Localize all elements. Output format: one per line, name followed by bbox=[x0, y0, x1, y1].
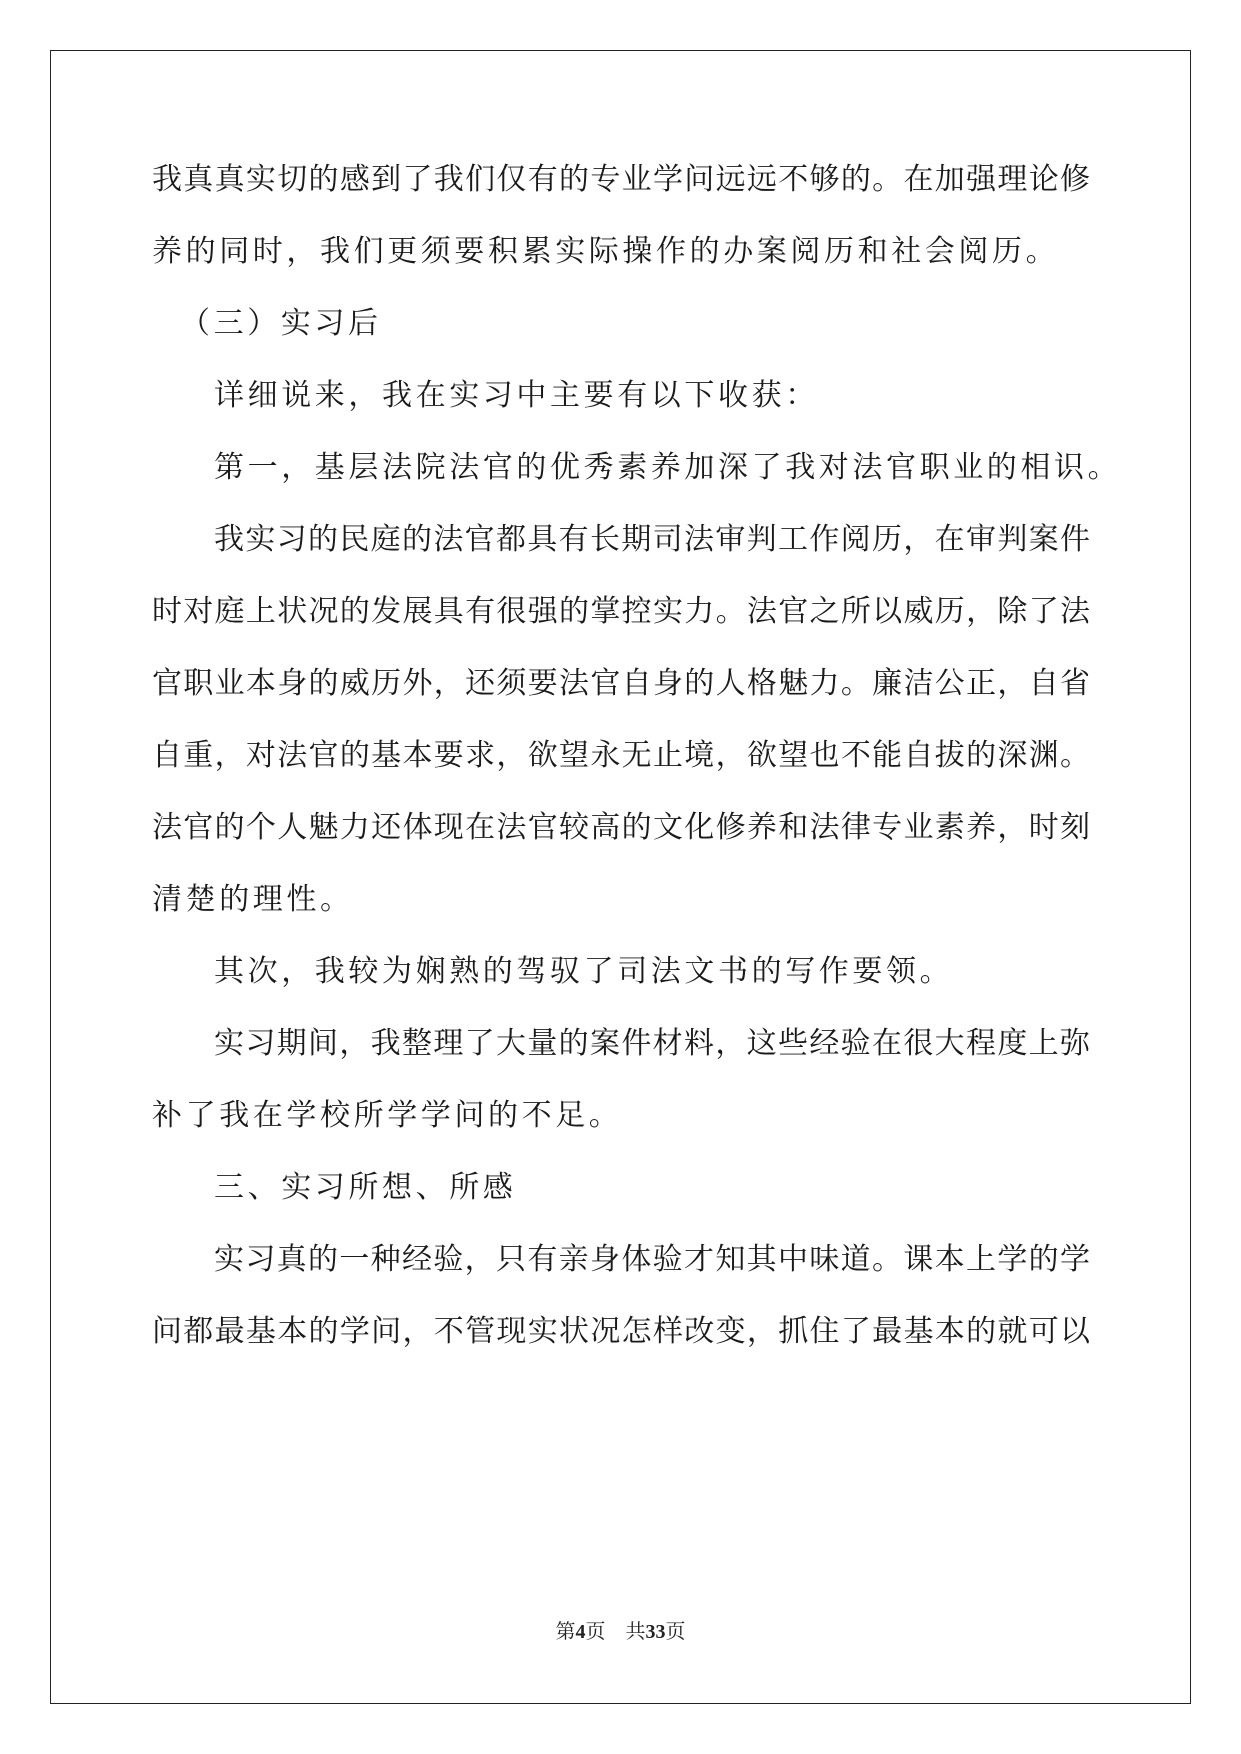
page-footer bbox=[0, 1615, 1241, 1644]
text-line: 详细说来，我在实习中主要有以下收获： bbox=[214, 378, 819, 413]
total-pages: 33 bbox=[645, 1621, 666, 1643]
text-line: 自重，对法官的基本要求，欲望永无止境，欲望也不能自拔的深渊。 bbox=[152, 738, 1090, 773]
section-heading: 三、实习所想、所感 bbox=[214, 1170, 517, 1205]
text-line: 实习期间，我整理了大量的案件材料，这些经验在很大程度上弥 bbox=[214, 1026, 1090, 1061]
footer-middle: 页 共 bbox=[585, 1621, 646, 1643]
text-line: 问都最基本的学问，不管现实状况怎样改变，抓住了最基本的就可以 bbox=[152, 1314, 1090, 1349]
text-line: 时对庭上状况的发展具有很强的掌控实力。法官之所以威历，除了法 bbox=[152, 594, 1090, 629]
footer-prefix: 第 bbox=[555, 1621, 576, 1643]
text-line: 实习真的一种经验，只有亲身体验才知其中味道。课本上学的学 bbox=[214, 1242, 1090, 1277]
text-line: 其次，我较为娴熟的驾驭了司法文书的写作要领。 bbox=[214, 954, 954, 989]
text-line: 第一，基层法院法官的优秀素养加深了我对法官职业的相识。 bbox=[214, 450, 1122, 485]
text-line: 我实习的民庭的法官都具有长期司法审判工作阅历，在审判案件 bbox=[214, 522, 1090, 557]
text-line: 法官的个人魅力还体现在法官较高的文化修养和法律专业素养，时刻 bbox=[152, 810, 1090, 845]
text-line: 清楚的理性。 bbox=[152, 882, 354, 917]
section-heading: （三）实习后 bbox=[180, 306, 382, 341]
text-line: 补了我在学校所学学问的不足。 bbox=[152, 1098, 623, 1133]
page-number: 4 bbox=[575, 1621, 586, 1643]
footer-suffix: 页 bbox=[665, 1621, 686, 1643]
page-border bbox=[50, 50, 1191, 1704]
text-line: 养的同时，我们更须要积累实际操作的办案阅历和社会阅历。 bbox=[152, 234, 1060, 269]
text-line: 官职业本身的威历外，还须要法官自身的人格魅力。廉洁公正，自省 bbox=[152, 666, 1090, 701]
text-line: 我真真实切的感到了我们仅有的专业学问远远不够的。在加强理论修 bbox=[152, 162, 1090, 197]
